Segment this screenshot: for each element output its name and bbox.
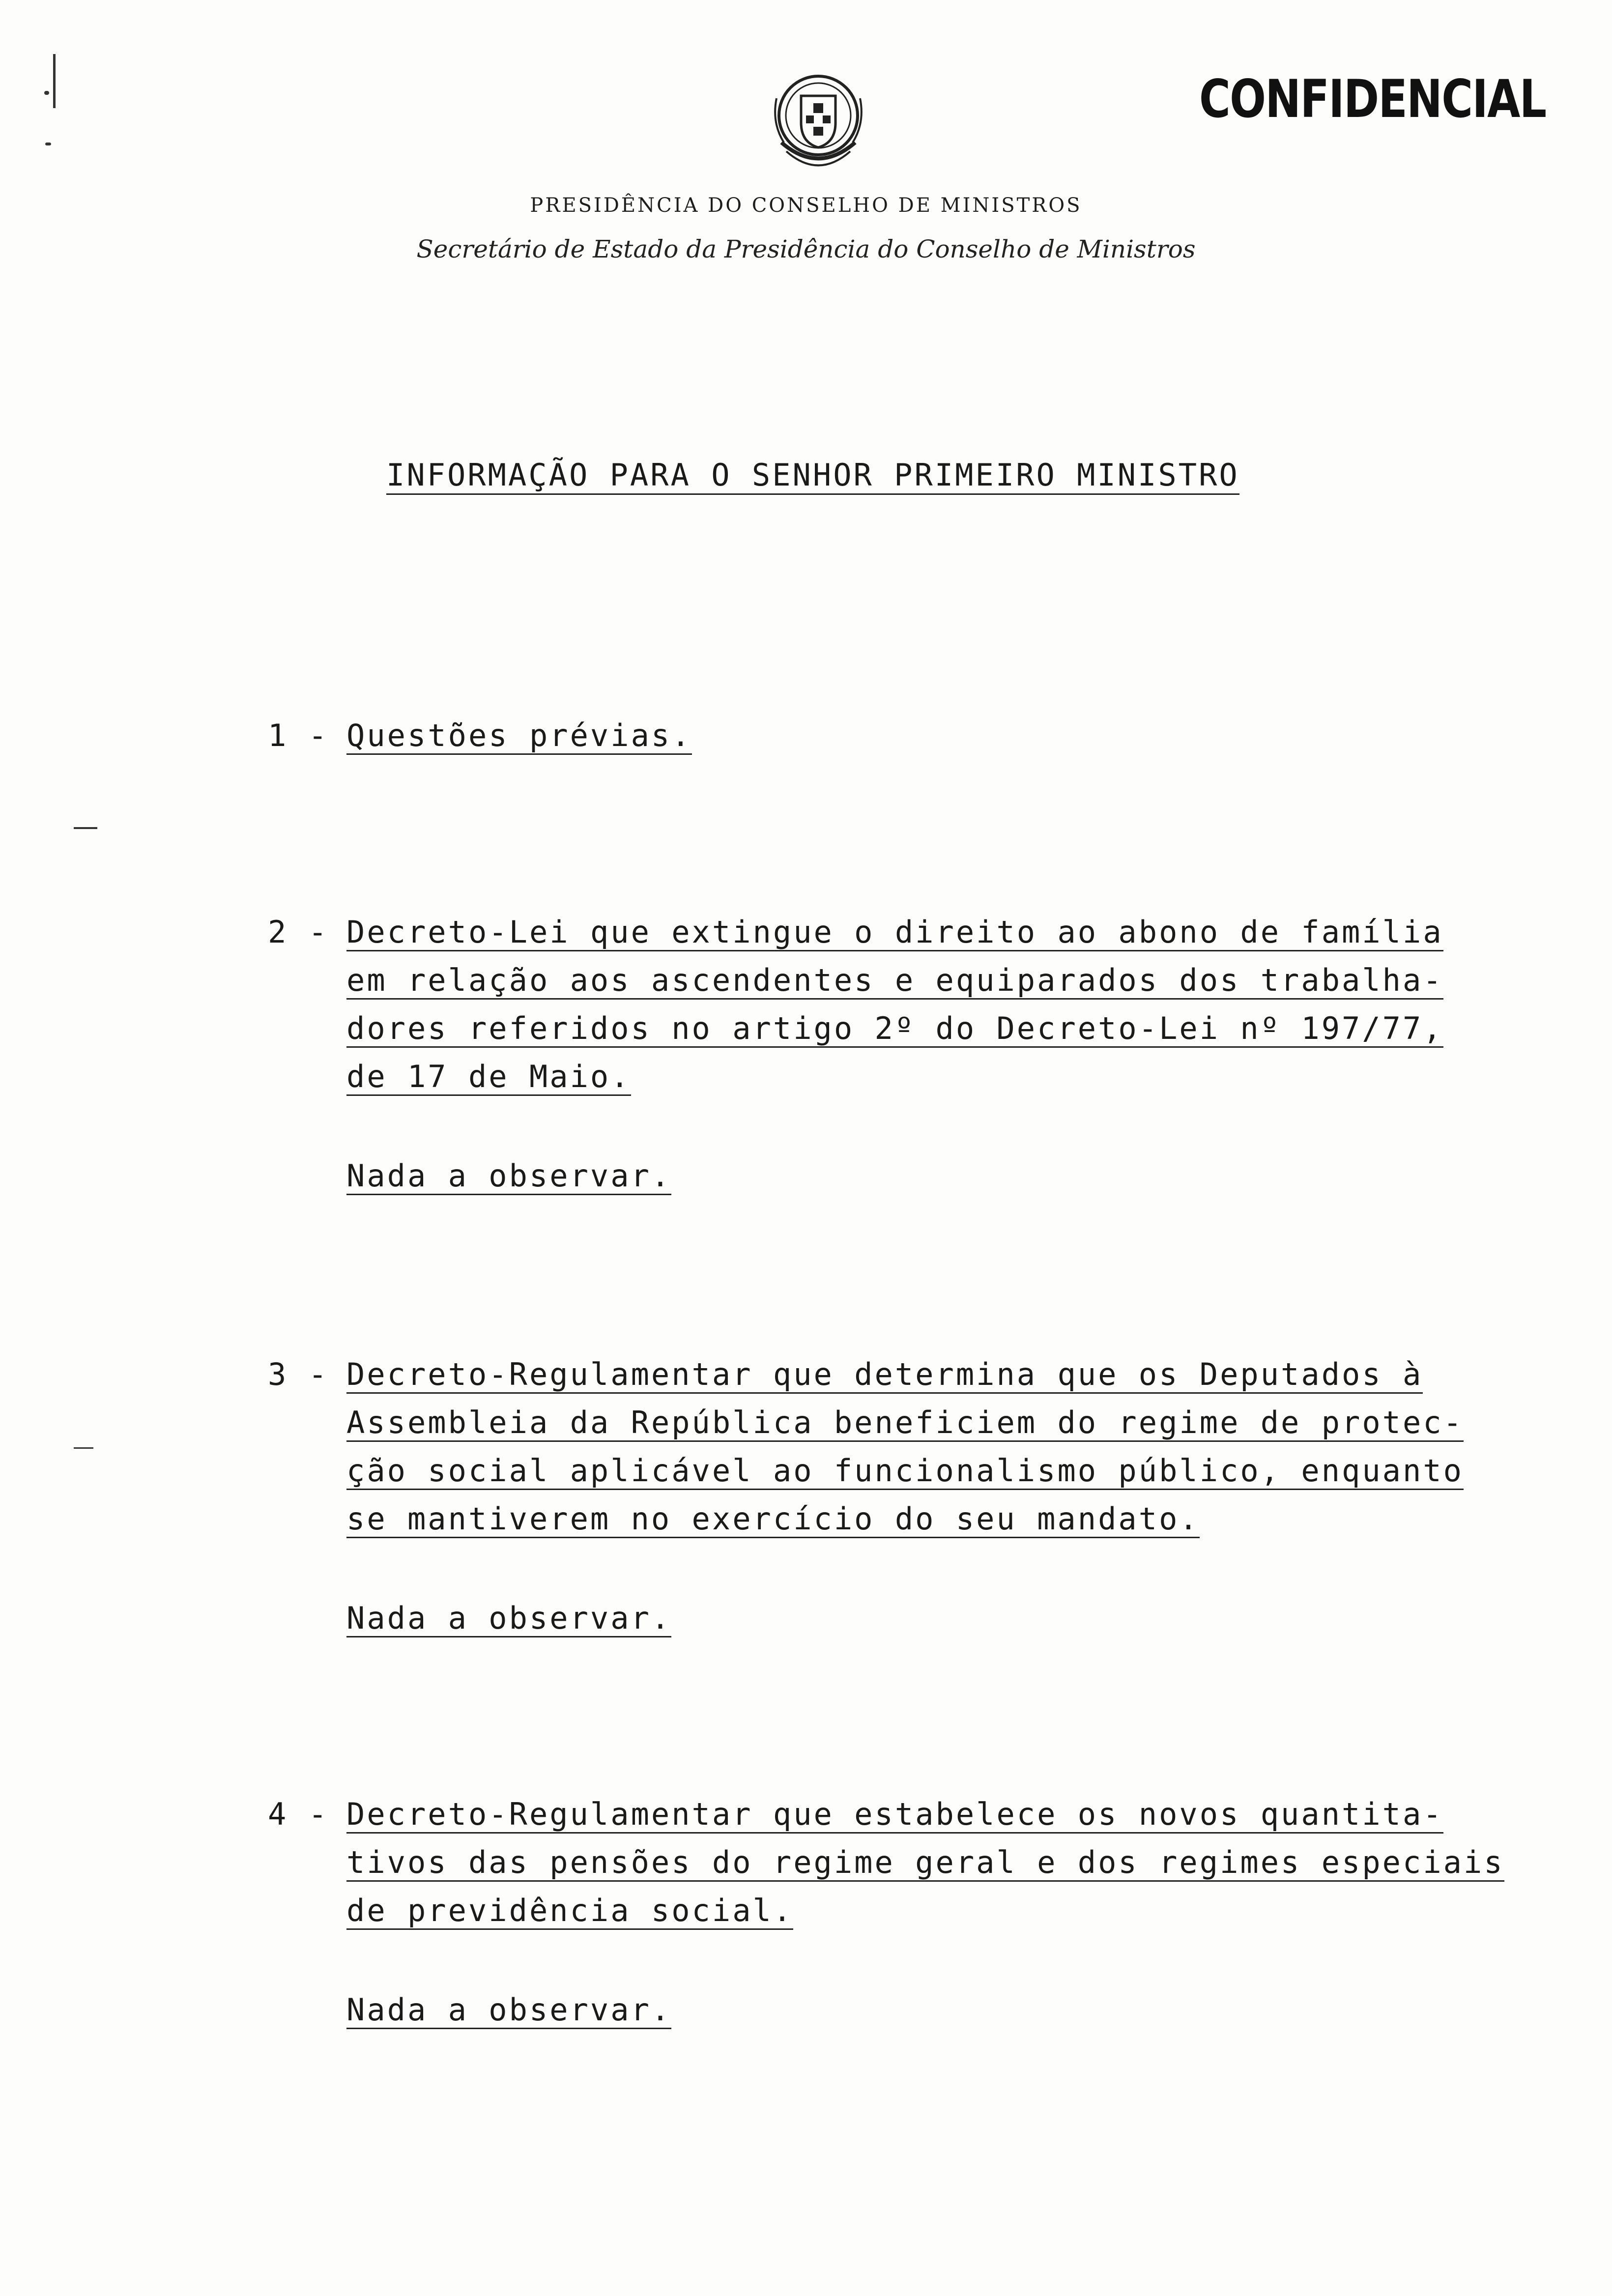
item-text-line: de previdência social. xyxy=(346,1893,793,1929)
header-presidency: PRESIDÊNCIA DO CONSELHO DE MINISTROS xyxy=(530,194,1082,217)
item-number: 2 - xyxy=(268,914,329,950)
item-text-line: em relação aos ascendentes e equiparados dos trabalha- xyxy=(346,962,1443,999)
margin-mark xyxy=(74,1447,93,1449)
document-title: INFORMAÇÃO PARA O SENHOR PRIMEIRO MINISTRO xyxy=(386,457,1239,495)
item-note: Nada a observar. xyxy=(346,1992,671,2028)
margin-mark xyxy=(74,827,97,829)
item-text-line: Questões prévias. xyxy=(346,718,692,754)
item-number: 3 - xyxy=(268,1356,329,1392)
item-text-line: tivos das pensões do regime geral e dos regimes especiais xyxy=(346,1844,1504,1881)
item-text-line: Decreto-Lei que extingue o direito ao abono de família xyxy=(346,914,1443,950)
item-text-line: Assembleia da República beneficiem do regime de protec- xyxy=(346,1405,1464,1441)
item-text-line: ção social aplicável ao funcionalismo público, enquanto xyxy=(346,1453,1464,1489)
item-text-line: Decreto-Regulamentar que estabelece os novos quantita- xyxy=(346,1796,1443,1833)
item-note: Nada a observar. xyxy=(346,1158,671,1194)
margin-mark xyxy=(53,54,56,108)
item-text-line: de 17 de Maio. xyxy=(346,1059,631,1095)
item-text-line: Decreto-Regulamentar que determina que os Deputados à xyxy=(346,1356,1423,1393)
item-number: 4 - xyxy=(268,1796,329,1832)
margin-mark xyxy=(44,91,49,95)
coat-of-arms-emblem xyxy=(767,69,870,177)
confidential-stamp: CONFIDENCIAL xyxy=(1199,69,1546,129)
header-secretary: Secretário de Estado da Presidência do Conselho de Ministros xyxy=(416,235,1196,263)
item-number: 1 - xyxy=(268,718,329,753)
margin-mark xyxy=(45,143,51,145)
item-text-line: se mantiverem no exercício do seu mandato. xyxy=(346,1501,1200,1537)
item-note: Nada a observar. xyxy=(346,1600,671,1636)
item-text-line: dores referidos no artigo 2º do Decreto-Lei nº 197/77, xyxy=(346,1010,1443,1047)
